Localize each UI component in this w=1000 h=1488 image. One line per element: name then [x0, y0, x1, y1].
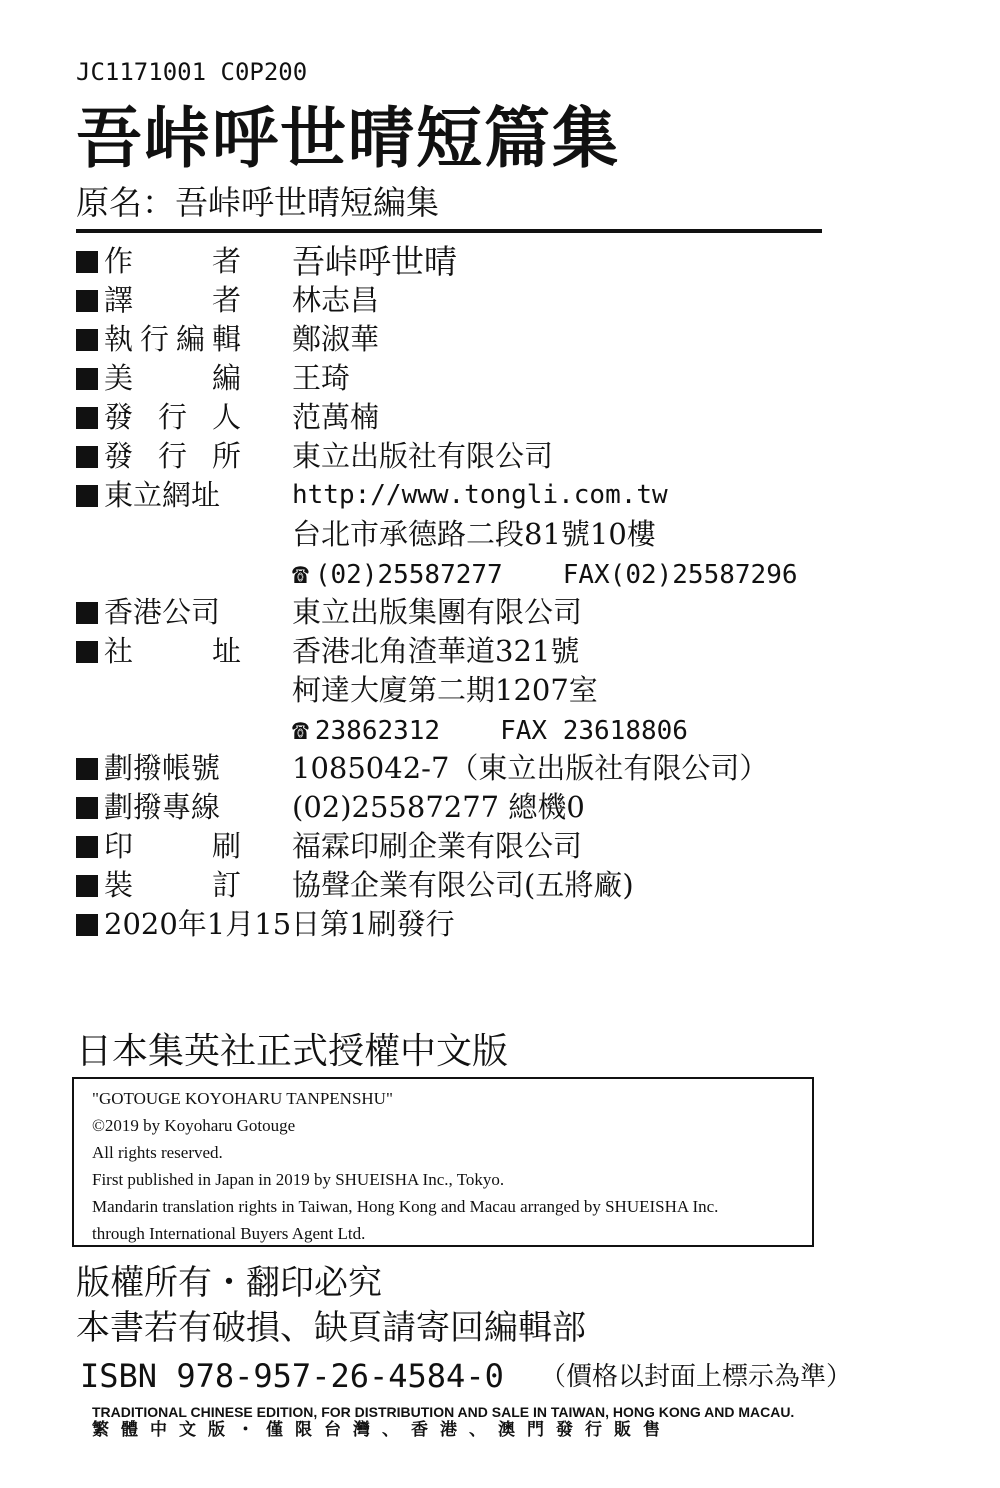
bullet-square-icon: [76, 407, 98, 429]
credit-value: 吾峠呼世晴: [292, 242, 457, 281]
bullet-square-icon: [76, 368, 98, 390]
hk-address-row: [76, 632, 836, 671]
release-row: [76, 905, 836, 944]
license-line: "GOTOUGE KOYOHARU TANPENSHU": [92, 1089, 393, 1108]
credit-value: 范萬楠: [292, 400, 380, 434]
title-divider: [76, 229, 822, 233]
binder-label: 裝 訂: [104, 868, 241, 902]
credit-label: 發 行 人: [104, 400, 241, 434]
bullet-square-icon: [76, 641, 98, 663]
credit-label: 發 行 所: [104, 439, 241, 473]
credit-value: 東立出版社有限公司: [292, 439, 554, 473]
taiwan-contact-row: [76, 554, 836, 593]
credit-row-author: [76, 242, 836, 281]
payment-value: (02)25587277 總機0: [292, 790, 585, 824]
hk-company: 東立出版集團有限公司: [292, 595, 583, 629]
credit-row-website: [76, 476, 836, 515]
credit-label: 美 編: [104, 361, 241, 395]
hk-fax: FAX 23618806: [500, 716, 688, 746]
website-url: http://www.tongli.com.tw: [292, 480, 668, 510]
bullet-square-icon: [76, 485, 98, 507]
taiwan-address: 台北市承德路二段81號10樓: [292, 517, 656, 551]
taiwan-fax: FAX(02)25587296: [562, 560, 798, 590]
payment-account-row: [76, 749, 836, 788]
damage-notice: 本書若有破損、缺頁請寄回編輯部: [76, 1308, 586, 1348]
book-title: 吾峠呼世晴短篇集: [76, 99, 620, 177]
phone-icon: ☎: [292, 557, 309, 590]
license-box: [72, 1077, 814, 1247]
credit-row-editor: [76, 320, 836, 359]
license-line: Mandarin translation rights in Taiwan, Hong Kong and Macau arranged by SHUEISHA Inc.: [92, 1197, 719, 1216]
bullet-square-icon: [76, 797, 98, 819]
credits-block: [76, 242, 836, 944]
hk-contact-row: [76, 710, 836, 749]
hk-company-row: [76, 593, 836, 632]
payment-line-row: [76, 788, 836, 827]
isbn: ISBN 978-957-26-4584-0: [80, 1357, 504, 1395]
credit-value: 王琦: [292, 361, 351, 395]
bullet-square-icon: [76, 836, 98, 858]
printer-row: [76, 827, 836, 866]
bullet-square-icon: [76, 602, 98, 624]
bullet-square-icon: [76, 251, 98, 273]
printer-value: 福霖印刷企業有限公司: [292, 829, 583, 863]
binder-row: [76, 866, 836, 905]
credit-value: 鄭淑華: [292, 322, 380, 356]
credit-row-publisher: [76, 398, 836, 437]
bullet-square-icon: [76, 290, 98, 312]
bullet-square-icon: [76, 758, 98, 780]
catalog-code: JC1171001 C0P200: [76, 58, 308, 86]
credit-value: 林志昌: [292, 283, 380, 317]
bullet-square-icon: [76, 914, 98, 936]
hk-address-label: 社 址: [104, 634, 241, 668]
license-line: First published in Japan in 2019 by SHUEISHA Inc., Tokyo.: [92, 1170, 505, 1189]
printer-label: 印 刷: [104, 829, 241, 863]
credit-label: 作 者: [104, 244, 241, 278]
phone-icon: ☎: [292, 713, 309, 746]
hk-phone: 23862312: [314, 716, 441, 746]
hk-company-label: 香港公司: [104, 595, 221, 629]
license-line: All rights reserved.: [92, 1143, 223, 1162]
bullet-square-icon: [76, 446, 98, 468]
hk-address-line1: 香港北角渣華道321號: [292, 634, 580, 668]
license-line: ©2019 by Koyoharu Gotouge: [92, 1116, 296, 1135]
hk-address-row-2: [76, 671, 836, 710]
credit-row-art-editor: [76, 359, 836, 398]
rights-statement: 版權所有・翻印必究: [76, 1263, 382, 1303]
credit-label: 執 行 編 輯: [104, 322, 241, 356]
payment-label: 劃撥帳號: [104, 751, 221, 785]
taiwan-address-row: [76, 515, 836, 554]
credit-row-translator: [76, 281, 836, 320]
license-line: through International Buyers Agent Ltd.: [92, 1224, 366, 1243]
bullet-square-icon: [76, 329, 98, 351]
price-note: （價格以封面上標示為準）: [540, 1362, 853, 1392]
payment-value: 1085042-7（東立出版社有限公司）: [292, 751, 769, 785]
bullet-square-icon: [76, 875, 98, 897]
taiwan-phone: (02)25587277: [314, 560, 503, 590]
payment-label: 劃撥專線: [104, 790, 221, 824]
original-title: 原名：吾峠呼世晴短編集: [76, 183, 439, 222]
binder-value: 協聲企業有限公司(五將廠): [292, 868, 634, 902]
authorized-edition: 日本集英社正式授權中文版: [76, 1031, 509, 1072]
credit-label: 譯 者: [104, 283, 241, 317]
edition-notice-zh: 繁體中文版・僅限台灣、香港、澳門發行販售: [92, 1420, 672, 1440]
edition-notice-en: TRADITIONAL CHINESE EDITION, FOR DISTRIBUTION AND SALE IN TAIWAN, HONG KONG AND MACAU.: [92, 1404, 795, 1420]
hk-address-line2: 柯達大廈第二期1207室: [292, 673, 598, 707]
credit-row-publishing-house: [76, 437, 836, 476]
credit-label: 東立網址: [104, 478, 221, 512]
release-date: 2020年1月15日第1刷發行: [104, 907, 455, 941]
